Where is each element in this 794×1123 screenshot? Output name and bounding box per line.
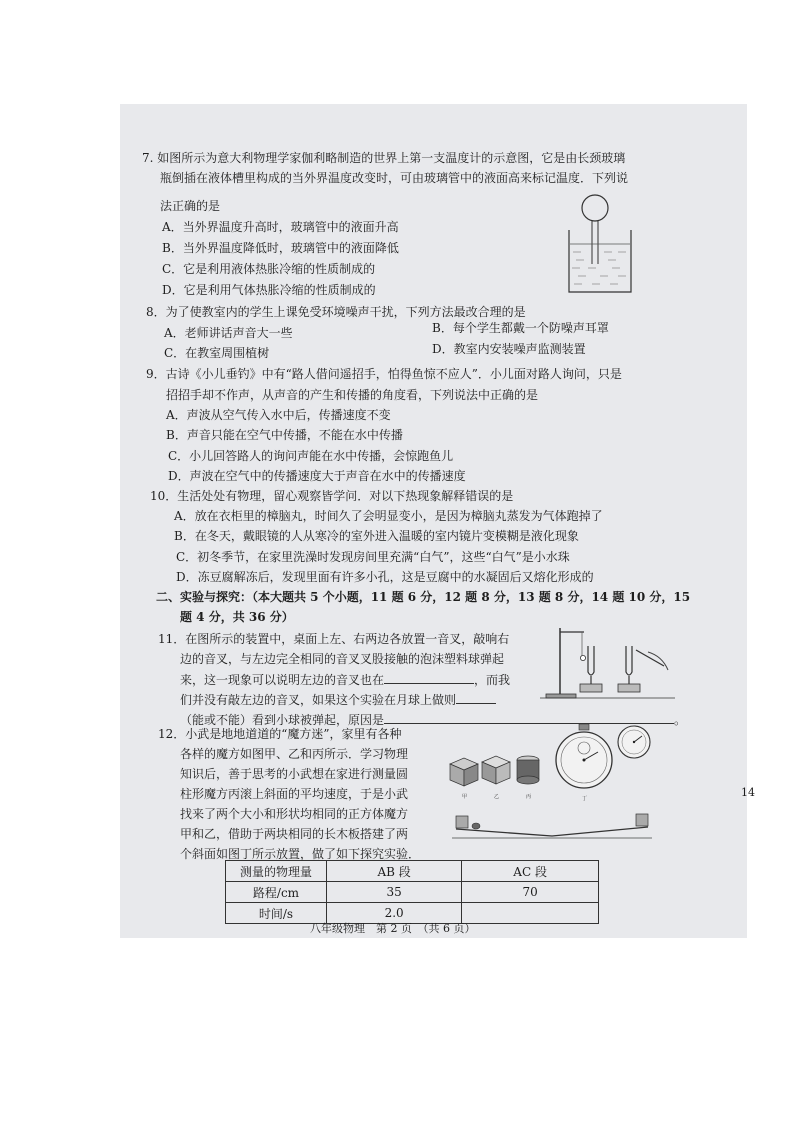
q9-option-a: A．声波从空气传入水中后，传播速度不变 [166, 408, 391, 422]
cube-yi-icon [482, 756, 510, 784]
page-footer: 八年级物理 第 2 页 （共 6 页） [310, 922, 476, 935]
q8-stem: 8．为了使教室内的学生上课免受环境噪声干扰，下列方法最改合理的是 [146, 305, 526, 319]
q11-line-4-text: 们并没有敲左边的音叉，如果这个实验在月球上做则 [180, 693, 457, 707]
q8-option-a: A．老师讲话声音大一些 [164, 326, 293, 340]
q11-line-5-end: 。 [674, 713, 687, 727]
cubes-stopwatch-figure [446, 722, 684, 804]
table-cell: 70 [462, 882, 599, 903]
q11-line-3-end: ，而我 [474, 673, 511, 687]
q11-line-1: 11．在图所示的装置中，桌面上左、右两边各放置一音叉，敲响右 [158, 632, 510, 646]
exam-page [120, 104, 747, 938]
q10-option-b: B．在冬天，戴眼镜的人从寒冷的室外进入温暖的室内镜片变模糊是液化现象 [174, 529, 579, 543]
table-row [226, 882, 599, 903]
table-cell: 时间/s [226, 903, 327, 924]
table-cell-empty[interactable] [462, 903, 599, 924]
fig-label-jia: 甲 [462, 794, 468, 800]
q7-line-2: 瓶倒插在液体槽里构成的当外界温度改变时，可由玻璃管中的液面高来标记温度．下列说 [160, 171, 629, 185]
q10-option-d: D．冻豆腐解冻后，发现里面有许多小孔，这是豆腐中的水凝固后又熔化形成的 [176, 570, 594, 584]
q7-option-a: A．当外界温度升高时，玻璃管中的液面升高 [162, 220, 399, 234]
q7-option-d: D．它是利用气体热胀冷缩的性质制成的 [162, 283, 376, 297]
q11-line-5-start: （能或不能）看到小球被弹起，原因是 [180, 713, 385, 727]
q7-line-3: 法正确的是 [160, 199, 221, 213]
q12-line-7: 个斜面如图丁所示放置，做了如下探究实验． [180, 847, 421, 861]
q9-line-2: 招招手却不作声，从声音的产生和传播的角度看，下列说法中正确的是 [166, 388, 539, 402]
q12-line-4: 柱形魔方丙滚上斜面的平均速度，于是小武 [180, 787, 409, 801]
q11-line-3 [180, 669, 510, 690]
q11-line-3-start: 来，这一现象可以说明左边的音叉也在 [180, 673, 385, 687]
incline-figure [452, 808, 652, 846]
fig-label-bing: 丙 [526, 794, 532, 800]
q8-option-d: D．教室内安装噪声监测装置 [432, 342, 586, 356]
q9-option-b: B．声音只能在空气中传播，不能在水中传播 [166, 428, 403, 442]
section-2-heading-line-2: 题 4 分，共 36 分） [180, 610, 294, 624]
q11-blank-2[interactable] [456, 689, 496, 704]
q7-line-1: 7. 如图所示为意大利物理学家伽利略制造的世界上第一支温度计的示意图，它是由长颈玻璃 [142, 151, 626, 165]
q8-option-b: B．每个学生都戴一个防噪声耳罩 [432, 321, 609, 335]
q11-line-2: 边的音叉，与左边完全相同的音叉叉股接触的泡沫塑料球弹起 [180, 652, 505, 666]
section-2-heading-line-1: 二、实验与探究：（本大题共 5 个小题，11 题 6 分，12 题 8 分，13 题 8 分，14 题 10 分，15 [156, 590, 691, 604]
stopwatch-small-icon [618, 726, 650, 758]
q10-stem: 10．生活处处有物理，留心观察皆学问．对以下热现象解释错误的是 [150, 489, 514, 503]
q12-line-1: 12．小武是地地道道的“魔方迷”，家里有各种 [158, 727, 402, 741]
q10-option-c: C．初冬季节，在家里洗澡时发现房间里充满“白气”，这些“白气”是小水珠 [176, 550, 570, 564]
q11-blank-1[interactable] [384, 669, 474, 684]
measurement-table [225, 860, 599, 924]
q10-option-a: A．放在衣柜里的樟脑丸，时间久了会明显变小，是因为樟脑丸蒸发为气体跑掉了 [174, 509, 603, 523]
q8-option-c: C．在教室周围植树 [164, 346, 270, 360]
table-cell: 2.0 [327, 903, 462, 924]
cube-jia-icon [450, 758, 478, 786]
thermometer-figure [564, 192, 640, 304]
tuning-fork-figure [540, 622, 675, 700]
fig-label-ding: 丁 [582, 796, 588, 802]
q7-option-b: B．当外界温度降低时，玻璃管中的液面降低 [162, 241, 399, 255]
fig-label-yi: 乙 [494, 794, 500, 800]
q7-option-c: C．它是利用液体热胀冷缩的性质制成的 [162, 262, 376, 276]
q12-line-2: 各样的魔方如图甲、乙和丙所示．学习物理 [180, 747, 409, 761]
q12-line-3: 知识后，善于思考的小武想在家进行测量圆 [180, 767, 409, 781]
table-cell: 35 [327, 882, 462, 903]
table-header-cell: AB 段 [327, 861, 462, 882]
table-header-row [226, 861, 599, 882]
stopwatch-large-icon [556, 724, 612, 788]
q12-line-6: 甲和乙，借助于两块相同的长木板搭建了两 [180, 827, 409, 841]
q9-line-1: 9．古诗《小儿垂钓》中有“路人借问遥招手，怕得鱼惊不应人”．小儿面对路人询问，只是 [146, 367, 622, 381]
q9-option-c: C．小儿回答路人的询问声能在水中传播，会惊跑鱼儿 [168, 449, 454, 463]
edge-page-number: 14 [741, 786, 755, 799]
q11-line-4 [180, 689, 496, 710]
table-header-cell: 测量的物理量 [226, 861, 327, 882]
cylinder-bing-icon [517, 756, 539, 784]
table-cell: 路程/cm [226, 882, 327, 903]
q12-line-5: 找来了两个大小和形状均相同的正方体魔方 [180, 807, 409, 821]
table-header-cell: AC 段 [462, 861, 599, 882]
q9-option-d: D．声波在空气中的传播速度大于声音在水中的传播速度 [168, 469, 466, 483]
